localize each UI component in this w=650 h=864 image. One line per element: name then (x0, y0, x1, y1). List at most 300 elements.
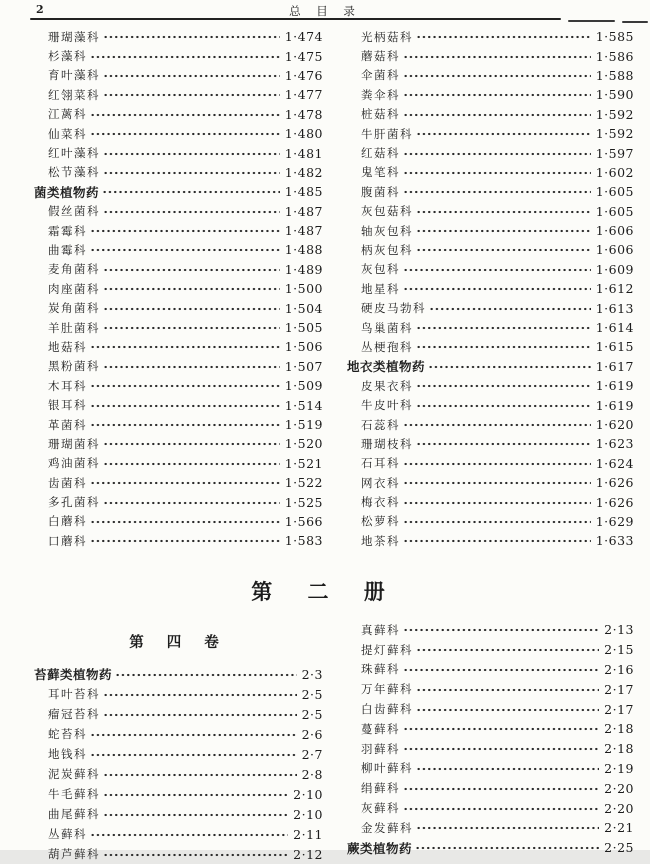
dotted-leader (90, 400, 280, 412)
dotted-leader (103, 70, 280, 82)
toc-entry-label: 葫芦藓科 (48, 847, 100, 861)
toc-entry-page-number: 1·505 (284, 320, 323, 336)
toc-entry-label: 皮果衣科 (361, 378, 413, 393)
dotted-leader (103, 438, 280, 450)
toc-entry-label: 白蘑科 (48, 514, 87, 529)
toc-entry-row (34, 844, 323, 864)
dotted-leader (90, 516, 280, 528)
toc-entry-page-number: 1·506 (284, 339, 323, 355)
dotted-leader (90, 341, 280, 353)
dotted-leader (403, 89, 591, 101)
toc-entry-page-number: 2·11 (293, 826, 323, 842)
toc-entry-page-number: 1·514 (284, 397, 323, 413)
toc-column-top-left (34, 27, 323, 551)
toc-entry-page-number: 1·606 (595, 242, 634, 258)
dotted-leader (90, 128, 280, 140)
toc-entry-row (347, 85, 634, 104)
toc-entry-label: 真藓科 (361, 622, 400, 637)
toc-entry-row (347, 337, 634, 356)
toc-entry-label: 黑粉菌科 (48, 359, 100, 374)
toc-entry-row (347, 240, 634, 259)
toc-entry-label: 伞菌科 (361, 68, 400, 83)
toc-entry-row (347, 260, 634, 279)
toc-entry-row (347, 620, 634, 640)
dotted-leader (103, 264, 280, 276)
toc-entry-label: 育叶藻科 (48, 68, 100, 83)
toc-entry-label: 柄灰包科 (361, 242, 413, 257)
toc-entry-row (347, 415, 634, 434)
toc-entry-row (34, 824, 323, 844)
dotted-leader (403, 803, 599, 815)
dotted-leader (103, 497, 280, 509)
toc-entry-page-number: 1·615 (595, 339, 634, 355)
toc-entry-label: 菌类植物药 (34, 184, 100, 200)
dotted-leader (403, 109, 591, 121)
toc-entry-page-number: 2·18 (604, 721, 634, 737)
dotted-leader (428, 361, 591, 373)
toc-entry-label: 珊瑚枝科 (361, 436, 413, 451)
toc-entry-row (34, 376, 323, 395)
toc-entry-page-number: 2·16 (604, 661, 634, 677)
toc-entry-row (347, 699, 634, 719)
dotted-leader (103, 89, 280, 101)
toc-entry-row (347, 454, 634, 473)
toc-entry-label: 地钱科 (48, 747, 87, 761)
toc-entry-row (347, 492, 634, 511)
header-title: 总 目 录 (289, 4, 361, 18)
header-rule-segment (568, 20, 615, 22)
toc-entry-label: 鸟巢菌科 (361, 320, 413, 335)
toc-entry-page-number: 1·509 (284, 378, 323, 394)
toc-column-top-right (347, 27, 634, 551)
dotted-leader (103, 206, 280, 218)
toc-entry-label: 珊瑚菌科 (48, 436, 100, 451)
toc-entry-label: 银耳科 (48, 398, 87, 413)
dotted-leader (403, 51, 591, 63)
toc-entry-row (347, 143, 634, 162)
dotted-leader (103, 809, 288, 821)
toc-entry-row (34, 221, 323, 240)
toc-column-bottom-left (34, 664, 323, 864)
toc-entry-page-number: 1·609 (595, 261, 634, 277)
toc-entry-page-number: 1·606 (595, 223, 634, 239)
toc-entry-row (34, 704, 323, 724)
toc-entry-page-number: 1·480 (284, 126, 323, 142)
dotted-leader (416, 684, 599, 696)
toc-entry-label: 轴灰包科 (361, 223, 413, 238)
toc-entry-page-number: 1·592 (595, 126, 634, 142)
toc-entry-label: 万年藓科 (361, 682, 413, 697)
toc-entry-row (34, 531, 323, 550)
toc-entry-row (347, 512, 634, 531)
toc-entry-label: 红翎菜科 (48, 87, 100, 102)
toc-entry-label: 假丝菌科 (48, 204, 100, 219)
toc-entry-row (34, 395, 323, 414)
toc-entry-label: 地茶科 (361, 533, 400, 548)
toc-entry-page-number: 1·605 (595, 184, 634, 200)
toc-entry-label: 木耳科 (48, 378, 87, 393)
toc-entry-page-number: 2·21 (604, 820, 634, 836)
toc-entry-page-number: 2·18 (604, 741, 634, 757)
dotted-leader (103, 361, 280, 373)
toc-entry-page-number: 1·478 (284, 106, 323, 122)
toc-entry-page-number: 2·3 (301, 666, 323, 682)
toc-entry-page-number: 1·477 (284, 87, 323, 103)
toc-entry-label: 耳叶苔科 (48, 687, 100, 701)
toc-entry-row (347, 818, 634, 838)
dotted-leader (90, 535, 280, 547)
toc-entry-row (347, 182, 634, 201)
toc-entry-page-number: 1·522 (284, 475, 323, 491)
toc-entry-label: 泥炭藓科 (48, 767, 100, 781)
toc-entry-row (347, 739, 634, 759)
toc-entry-row (347, 124, 634, 143)
toc-entry-row (347, 105, 634, 124)
dotted-leader (90, 729, 297, 741)
dotted-leader (90, 51, 280, 63)
toc-entry-page-number: 1·482 (284, 164, 323, 180)
toc-entry-page-number: 1·624 (595, 455, 634, 471)
running-header (0, 3, 650, 19)
toc-entry-row (347, 221, 634, 240)
toc-entry-label: 腹菌科 (361, 184, 400, 199)
dotted-leader (416, 341, 591, 353)
dotted-leader (115, 669, 297, 681)
toc-entry-label: 地衣类植物药 (347, 359, 426, 375)
toc-entry-row (347, 279, 634, 298)
dotted-leader (90, 477, 280, 489)
toc-entry-label: 牛毛藓科 (48, 787, 100, 801)
toc-entry-page-number: 2·8 (301, 766, 323, 782)
toc-entry-page-number: 2·6 (301, 726, 323, 742)
dotted-leader (416, 400, 591, 412)
toc-entry-label: 口蘑科 (48, 533, 87, 548)
toc-entry-row (34, 473, 323, 492)
toc-entry-page-number: 1·620 (595, 417, 634, 432)
dotted-leader (103, 769, 297, 781)
toc-entry-label: 鬼笔科 (361, 165, 400, 180)
toc-entry-label: 绢藓科 (361, 781, 400, 796)
toc-entry-row (34, 512, 323, 531)
dotted-leader (416, 704, 599, 716)
toc-entry-page-number: 1·474 (284, 29, 323, 45)
toc-entry-page-number: 1·481 (284, 145, 323, 161)
dotted-leader (103, 167, 280, 179)
toc-entry-label: 炭角菌科 (48, 301, 100, 316)
toc-entry-page-number: 1·488 (284, 242, 323, 258)
toc-entry-row (34, 337, 323, 356)
toc-entry-row (34, 105, 323, 124)
dotted-leader (403, 723, 599, 735)
toc-entry-label: 仙菜科 (48, 126, 87, 141)
toc-entry-label: 灰包菇科 (361, 204, 413, 219)
dotted-leader (416, 322, 591, 334)
dotted-leader (416, 206, 591, 218)
toc-section-row (34, 182, 323, 201)
volume-4-heading: 第 四 卷 (129, 634, 228, 651)
toc-entry-label: 金发藓科 (361, 820, 413, 835)
toc-entry-row (347, 202, 634, 221)
toc-entry-row (34, 298, 323, 317)
toc-entry-label: 硬皮马勃科 (361, 301, 426, 316)
toc-entry-label: 多孔菌科 (48, 495, 100, 510)
toc-entry-page-number: 1·592 (595, 106, 634, 122)
toc-entry-page-number: 1·476 (284, 67, 323, 83)
dotted-leader (416, 225, 591, 237)
toc-entry-page-number: 1·519 (284, 417, 323, 432)
toc-entry-row (34, 492, 323, 511)
toc-entry-page-number: 1·605 (595, 203, 634, 219)
toc-entry-label: 珊瑚藻科 (48, 29, 100, 44)
dotted-leader (403, 458, 591, 470)
toc-entry-label: 蔓藓科 (361, 721, 400, 736)
dotted-leader (416, 244, 591, 256)
toc-entry-label: 石耳科 (361, 456, 400, 471)
toc-entry-page-number: 2·10 (293, 786, 323, 802)
toc-entry-label: 地菇科 (48, 339, 87, 354)
toc-entry-row (347, 679, 634, 699)
toc-entry-label: 石蕊科 (361, 417, 400, 432)
toc-entry-row (347, 798, 634, 818)
dotted-leader (103, 31, 280, 43)
dotted-leader (90, 380, 280, 392)
dotted-leader (403, 624, 599, 636)
toc-entry-page-number: 1·590 (595, 87, 634, 103)
toc-entry-label: 桩菇科 (361, 107, 400, 122)
toc-entry-label: 光柄菇科 (361, 29, 413, 44)
toc-entry-page-number: 1·619 (595, 378, 634, 394)
toc-entry-label: 灰包科 (361, 262, 400, 277)
dotted-leader (403, 419, 591, 431)
toc-entry-label: 粪伞科 (361, 87, 400, 102)
dotted-leader (403, 535, 591, 547)
dotted-leader (103, 789, 288, 801)
header-rule-segment (30, 18, 561, 20)
toc-entry-row (34, 163, 323, 182)
toc-entry-label: 麦角菌科 (48, 262, 100, 277)
toc-column-bottom-right (347, 620, 634, 858)
toc-entry-row (34, 724, 323, 744)
toc-entry-page-number: 2·12 (293, 846, 323, 862)
toc-entry-row (34, 744, 323, 764)
header-rule-segment (622, 21, 648, 23)
dotted-leader (403, 516, 591, 528)
volume-2-heading: 第 二 册 (251, 579, 399, 604)
dotted-leader (90, 109, 280, 121)
toc-entry-row (34, 318, 323, 337)
dotted-leader (403, 264, 591, 276)
dotted-leader (403, 477, 591, 489)
toc-entry-page-number: 1·521 (284, 455, 323, 471)
toc-entry-row (347, 66, 634, 85)
dotted-leader (403, 664, 599, 676)
toc-entry-row (34, 684, 323, 704)
toc-entry-page-number: 1·612 (595, 281, 634, 297)
dotted-leader (416, 763, 599, 775)
toc-entry-page-number: 1·602 (595, 164, 634, 180)
toc-entry-page-number: 2·7 (301, 746, 323, 762)
toc-entry-page-number: 1·520 (284, 436, 323, 452)
toc-entry-row (347, 719, 634, 739)
header-rule (30, 18, 648, 23)
toc-entry-row (347, 640, 634, 660)
toc-entry-label: 江蓠科 (48, 107, 87, 122)
toc-entry-page-number: 1·475 (284, 48, 323, 64)
dotted-leader (416, 438, 591, 450)
dotted-leader (102, 186, 280, 198)
toc-entry-page-number: 1·507 (284, 358, 323, 374)
toc-entry-page-number: 1·626 (595, 475, 634, 491)
toc-entry-label: 灰藓科 (361, 801, 400, 816)
dotted-leader (103, 283, 280, 295)
toc-entry-row (347, 759, 634, 779)
toc-entry-page-number: 2·20 (604, 780, 634, 796)
toc-entry-label: 丛藓科 (48, 827, 87, 841)
toc-entry-page-number: 1·500 (284, 281, 323, 297)
toc-entry-label: 牛皮叶科 (361, 398, 413, 413)
toc-entry-page-number: 2·17 (604, 701, 634, 717)
toc-entry-row (34, 202, 323, 221)
toc-entry-row (34, 434, 323, 453)
toc-entry-label: 蛇苔科 (48, 727, 87, 741)
toc-entry-page-number: 1·619 (595, 397, 634, 413)
toc-entry-page-number: 1·586 (595, 48, 634, 64)
dotted-leader (103, 303, 280, 315)
toc-entry-label: 曲尾藓科 (48, 807, 100, 821)
toc-entry-row (347, 46, 634, 65)
toc-entry-row (34, 764, 323, 784)
dotted-leader (90, 749, 297, 761)
toc-entry-page-number: 1·489 (284, 261, 323, 277)
dotted-leader (90, 419, 280, 431)
dotted-leader (416, 31, 591, 43)
toc-entry-label: 松萝科 (361, 514, 400, 529)
toc-entry-page-number: 1·487 (284, 203, 323, 219)
toc-entry-label: 牛肝菌科 (361, 126, 413, 141)
toc-entry-label: 红叶藻科 (48, 146, 100, 161)
dotted-leader (90, 244, 280, 256)
toc-entry-page-number: 1·588 (595, 67, 634, 83)
toc-entry-page-number: 2·17 (604, 681, 634, 697)
toc-entry-row (347, 434, 634, 453)
toc-entry-page-number: 1·633 (595, 533, 634, 549)
toc-entry-label: 杉藻科 (48, 49, 87, 64)
toc-entry-row (34, 143, 323, 162)
toc-entry-page-number: 2·5 (301, 686, 323, 702)
dotted-leader (403, 783, 599, 795)
toc-entry-page-number: 2·19 (604, 760, 634, 776)
dotted-leader (416, 822, 599, 834)
toc-entry-label: 瘤冠苔科 (48, 707, 100, 721)
toc-entry-page-number: 1·623 (595, 436, 634, 452)
toc-entry-label: 羽藓科 (361, 741, 400, 756)
toc-entry-label: 蕨类植物药 (347, 840, 413, 856)
dotted-leader (403, 70, 591, 82)
dotted-leader (103, 709, 297, 721)
toc-entry-page-number: 1·504 (284, 300, 323, 316)
toc-entry-row (34, 27, 323, 46)
toc-entry-row (34, 85, 323, 104)
toc-entry-label: 肉座菌科 (48, 281, 100, 296)
toc-entry-page-number: 2·5 (301, 706, 323, 722)
toc-entry-page-number: 1·566 (284, 513, 323, 529)
toc-section-row (347, 357, 634, 376)
toc-entry-page-number: 2·13 (604, 622, 634, 638)
toc-entry-page-number: 1·525 (284, 494, 323, 510)
toc-entry-label: 地星科 (361, 281, 400, 296)
page-number: 2 (36, 3, 44, 16)
dotted-leader (416, 128, 591, 140)
toc-entry-row (347, 660, 634, 680)
dotted-leader (103, 322, 280, 334)
toc-entry-label: 网衣科 (361, 475, 400, 490)
toc-entry-label: 鸡油菌科 (48, 456, 100, 471)
toc-entry-row (34, 415, 323, 434)
toc-entry-page-number: 1·487 (284, 223, 323, 239)
toc-entry-label: 革菌科 (48, 417, 87, 432)
toc-entry-row (347, 163, 634, 182)
dotted-leader (403, 283, 591, 295)
toc-entry-page-number: 2·25 (604, 840, 634, 856)
dotted-leader (103, 849, 288, 861)
toc-entry-row (34, 357, 323, 376)
toc-entry-row (347, 473, 634, 492)
toc-entry-page-number: 1·613 (595, 300, 634, 316)
toc-entry-label: 珠藓科 (361, 662, 400, 677)
toc-entry-page-number: 1·485 (284, 184, 323, 200)
dotted-leader (403, 186, 591, 198)
toc-entry-row (347, 27, 634, 46)
toc-section-row (347, 838, 634, 858)
toc-entry-row (347, 531, 634, 550)
toc-entry-label: 苔藓类植物药 (34, 667, 113, 682)
toc-entry-row (347, 778, 634, 798)
toc-entry-page-number: 1·597 (595, 145, 634, 161)
dotted-leader (403, 497, 591, 509)
toc-entry-page-number: 1·614 (595, 320, 634, 336)
toc-entry-label: 柳叶藓科 (361, 761, 413, 776)
toc-entry-label: 蘑菇科 (361, 49, 400, 64)
toc-entry-row (34, 46, 323, 65)
toc-entry-row (34, 240, 323, 259)
toc-entry-page-number: 1·629 (595, 513, 634, 529)
toc-entry-page-number: 1·583 (284, 533, 323, 549)
dotted-leader (416, 380, 591, 392)
toc-entry-page-number: 2·15 (604, 642, 634, 658)
toc-entry-label: 曲霉科 (48, 242, 87, 257)
toc-section-row (34, 664, 323, 684)
toc-entry-row (347, 395, 634, 414)
toc-entry-row (34, 454, 323, 473)
dotted-leader (415, 842, 599, 854)
dotted-leader (403, 743, 599, 755)
toc-entry-label: 羊肚菌科 (48, 320, 100, 335)
toc-entry-page-number: 1·617 (595, 358, 634, 374)
toc-entry-page-number: 1·585 (595, 29, 634, 45)
toc-entry-row (34, 784, 323, 804)
toc-entry-label: 白齿藓科 (361, 702, 413, 717)
dotted-leader (90, 225, 280, 237)
dotted-leader (403, 148, 591, 160)
toc-entry-row (347, 298, 634, 317)
toc-entry-label: 丛梗孢科 (361, 339, 413, 354)
toc-entry-page-number: 2·20 (604, 800, 634, 816)
toc-entry-label: 齿菌科 (48, 475, 87, 490)
toc-entry-row (34, 124, 323, 143)
toc-entry-row (347, 318, 634, 337)
toc-entry-label: 松节藻科 (48, 165, 100, 180)
toc-entry-label: 梅衣科 (361, 495, 400, 510)
